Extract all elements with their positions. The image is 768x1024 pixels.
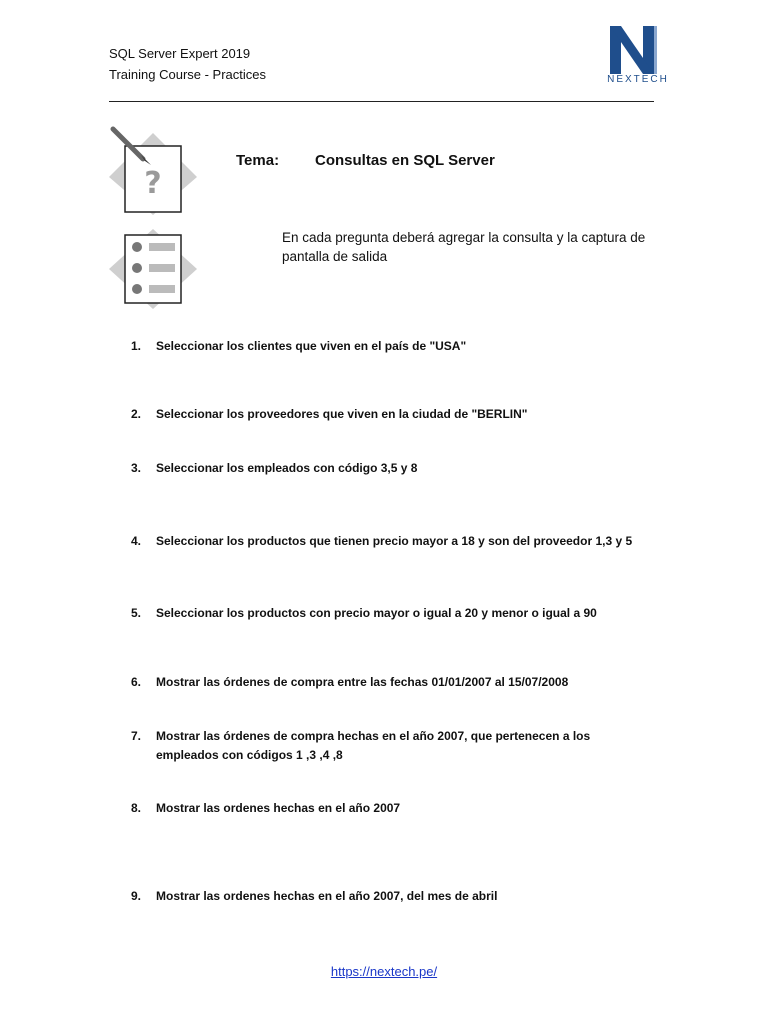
question-item <box>131 337 611 356</box>
footer-website-link[interactable]: https://nextech.pe/ <box>330 964 438 979</box>
question-item <box>131 405 611 424</box>
header-divider <box>109 101 654 102</box>
svg-text:?: ? <box>144 166 162 201</box>
question-item <box>131 673 611 692</box>
checklist-icon <box>105 227 201 311</box>
question-number: 8. <box>131 801 142 815</box>
instructions-text: En cada pregunta deberá agregar la consulta y la captura de pantalla de salida <box>282 230 646 264</box>
topic-label: Tema: <box>236 152 280 169</box>
question-number: 2. <box>131 407 142 421</box>
nextech-n-icon <box>598 24 678 76</box>
question-number: 7. <box>131 729 142 743</box>
question-text: Seleccionar los productos que tienen precio mayor a 18 y son del proveedor 1,3 y 5 <box>156 534 633 548</box>
question-number: 5. <box>131 606 142 620</box>
question-text: Seleccionar los empleados con código 3,5 y 8 <box>156 461 418 475</box>
question-number: 6. <box>131 675 142 689</box>
question-number: 9. <box>131 889 142 903</box>
topic-title: Consultas en SQL Server <box>315 152 495 169</box>
question-text: Mostrar las ordenes hechas en el año 2007 <box>156 801 401 815</box>
question-text: Seleccionar los clientes que viven en el país de "USA" <box>156 339 467 353</box>
question-number: 1. <box>131 339 142 353</box>
question-number: 3. <box>131 461 142 475</box>
question-item <box>131 887 611 906</box>
question-item <box>131 799 611 818</box>
question-item <box>131 727 606 765</box>
question-text: Seleccionar los proveedores que viven en la ciudad de "BERLIN" <box>156 407 528 421</box>
question-text: Mostrar las órdenes de compra entre las fechas 01/01/2007 al 15/07/2008 <box>156 675 569 689</box>
question-text: Mostrar las órdenes de compra hechas en el año 2007, que pertenecen a los empleados con códigos 1 ,3 ,4 ,8 <box>156 729 591 762</box>
course-title: SQL Server Expert 2019 <box>109 46 251 61</box>
question-text: Mostrar las ordenes hechas en el año 2007, del mes de abril <box>156 889 498 903</box>
question-text: Seleccionar los productos con precio mayor o igual a 20 y menor o igual a 90 <box>156 606 597 620</box>
course-subtitle: Training Course - Practices <box>109 67 267 82</box>
question-item <box>131 604 611 623</box>
question-item <box>131 459 611 478</box>
question-document-icon <box>105 125 201 217</box>
question-number: 4. <box>131 534 142 548</box>
question-item <box>131 532 651 551</box>
logo-wordmark: NEXTECH <box>607 74 669 85</box>
